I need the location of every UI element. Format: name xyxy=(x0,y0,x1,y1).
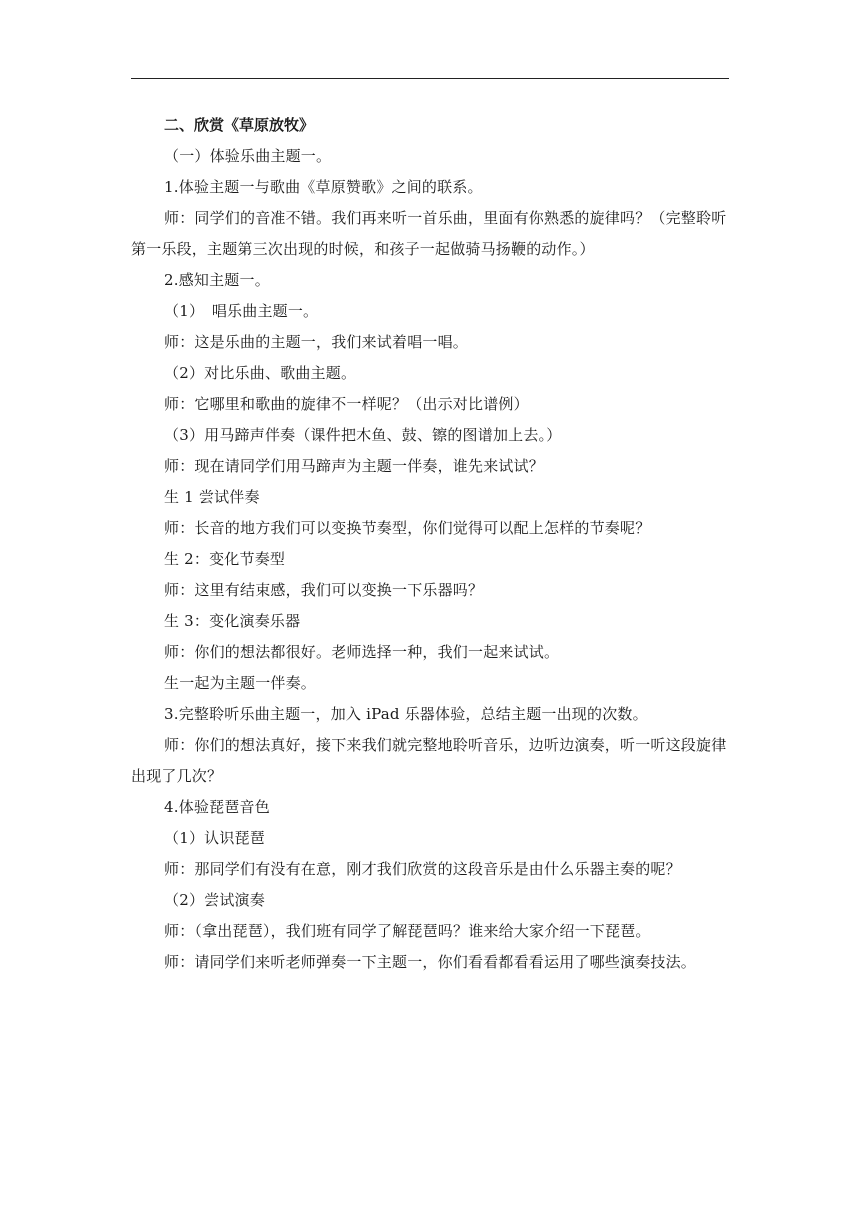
paragraph: 生一起为主题一伴奏。 xyxy=(164,674,317,692)
paragraph: 师：那同学们有没有在意，刚才我们欣赏的这段音乐是由什么乐器主奏的呢？ xyxy=(164,860,681,878)
paragraph: 4.体验琵琶音色 xyxy=(164,798,270,816)
paragraph: 师：这是乐曲的主题一，我们来试着唱一唱。 xyxy=(164,333,469,351)
paragraph: 师：（拿出琵琶），我们班有同学了解琵琶吗？谁来给大家介绍一下琵琶。 xyxy=(164,922,651,940)
paragraph: （1） 唱乐曲主题一。 xyxy=(164,302,319,320)
paragraph: 师：你们的想法都很好。老师选择一种，我们一起来试试。 xyxy=(164,643,560,661)
paragraph: 师：这里有结束感，我们可以变换一下乐器吗？ xyxy=(164,581,484,599)
document-body xyxy=(131,110,729,978)
paragraph: 师：同学们的音准不错。我们再来听一首乐曲，里面有你熟悉的旋律吗？（完整聆听第一乐段，主题第三次出现的时候，和孩子一起做骑马扬鞭的动作。） xyxy=(131,209,727,258)
section-heading: 二、欣赏《草原放牧》 xyxy=(164,116,315,134)
paragraph: 3.完整聆听乐曲主题一，加入 iPad 乐器体验，总结主题一出现的次数。 xyxy=(164,705,648,723)
paragraph: 1.体验主题一与歌曲《草原赞歌》之间的联系。 xyxy=(164,178,483,196)
paragraph: 生 2：变化节奏型 xyxy=(164,550,286,568)
paragraph: 师：长音的地方我们可以变换节奏型，你们觉得可以配上怎样的节奏呢？ xyxy=(164,519,651,537)
paragraph: （2）尝试演奏 xyxy=(164,891,265,909)
paragraph: （一）体验乐曲主题一。 xyxy=(164,147,332,165)
paragraph: （3）用马蹄声伴奏（课件把木鱼、鼓、镲的图谱加上去。） xyxy=(164,426,562,444)
paragraph: （1）认识琵琶 xyxy=(164,829,265,847)
paragraph: 2.感知主题一。 xyxy=(164,271,270,289)
paragraph: （2）对比乐曲、歌曲主题。 xyxy=(164,364,357,382)
paragraph: 师：现在请同学们用马蹄声为主题一伴奏，谁先来试试？ xyxy=(164,457,545,475)
paragraph: 生 3：变化演奏乐器 xyxy=(164,612,301,630)
paragraph: 师：请同学们来听老师弹奏一下主题一，你们看看都看看运用了哪些演奏技法。 xyxy=(164,953,697,971)
header-rule xyxy=(131,78,729,79)
paragraph: 生 1 尝试伴奏 xyxy=(164,488,260,506)
paragraph: 师：你们的想法真好，接下来我们就完整地聆听音乐，边听边演奏，听一听这段旋律出现了几次？ xyxy=(131,736,727,785)
paragraph: 师：它哪里和歌曲的旋律不一样呢？（出示对比谱例） xyxy=(164,395,529,413)
